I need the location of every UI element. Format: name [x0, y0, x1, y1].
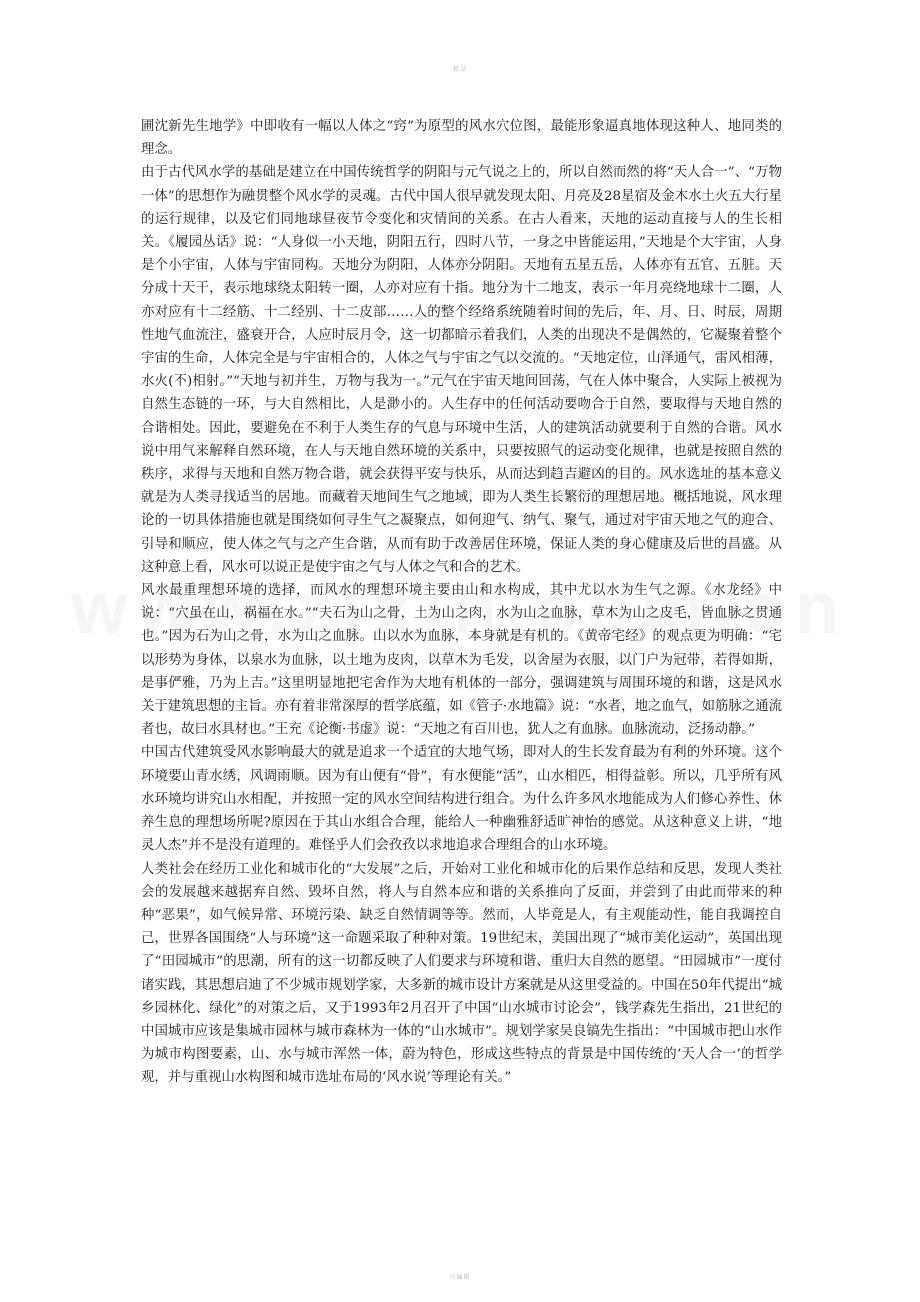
page-footer-mark: 可编辑 [449, 1274, 471, 1281]
paragraph-2: 由于古代风水学的基础是建立在中国传统哲学的阴阳与元气说之上的，所以自然而然的将“天人合一”、“万物一体”的思想作为融贯整个风水学的灵魂。古代中国人很早就发现太阳、月亮及28星宿及金木水土火五大行星的运行规律，以及它们同地球昼夜节令变化和灾情间的关系。在古人看来，天地的运动直接与人的生长相关。《履园丛话》说：“人身似一小天地，阴阳五行，四时八节，一身之中皆能运用，”天地是个大宇宙，人身是个小宇宙，人体与宇宙同构。天地分为阴阳，人体亦分阴阳。天地有五星五岳，人体亦有五官、五脏。天分成十天干，表示地球绕太阳转一圈，人亦对应有十指。地分为十二地支，表示一年月亮绕地球十二圈，人亦对应有十二经筋、十二经别、十二皮部……人的整个经络系统随着时间的先后，年、月、日、时辰，周期性地气血流注，盛衰开合，人应时辰月令，这一切都暗示着我们，人类的出现决不是偶然的，它凝聚着整个宇宙的生命，人体完全是与宇宙相合的，人体之气与宇宙之气以交流的。“天地定位，山泽通气，雷风相薄，水火(不)相射。”“天地与初并生，万物与我为一。”元气在宇宙天地间回荡，气在人体中聚合，人实际上被视为自然生态链的一环，与大自然相比，人是渺小的。人生存中的任何活动要吻合于自然，要取得与天地自然的合谐相处。因此，要避免在不利于人类生存的气息与环境中生活，人的建筑活动就要利于自然的合谐。风水说中用气来解释自然环境，在人与天地自然环境的关系中，只要按照气的运动变化规律，也就是按照自然的秩序，求得与天地和自然万物合谐，就会获得平安与快乐，从而达到趋吉避凶的目的。风水选址的基本意义就是为人类寻找适当的居地。而藏着天地间生气之地域，即为人类生长繁衍的理想居地。概括地说，风水理论的一切具体措施也就是围绕如何寻生气之凝聚点，如何迎气、纳气、聚气，通过对宇宙天地之气的迎合、引导和顺应，使人体之气与之产生合谐，从而有助于改善居住环境，保证人类的身心健康及后世的昌盛。从这种意上看，风水可以说正是使宇宙之气与人体之气和合的艺术。 [141, 165, 782, 575]
paragraph-5: 人类社会在经历工业化和城市化的“大发展”之后，开始对工业化和城市化的后果作总结和反思，发现人类社会的发展越来越据弃自然、毁坏自然，将人与自然本应和谐的关系推向了反面，并尝到了由此而带来的种种“恶果”，如气候异常、环境污染、缺乏自然情调等等。然而，人毕竟是人，有主观能动性，能自我调控自己，世界各国围绕“人与环境”这一命题采取了种种对策。19世纪末，美国出现了“城市美化运动”，英国出现了“田园城市”的思潮，所有的这一切都反映了人们要求与环境和谐、重归大自然的愿望。“田园城市”一度付诸实践，其思想启迪了不少城市规划学家，大多新的城市设计方案就是从这里受益的。中国在50年代提出“城乡园林化、绿化”的对策之后，又于1993年2月召开了中国“山水城市讨论会”，钱学森先生指出，21世纪的中国城市应该是集城市园林与城市森林为一体的“山水城市”。规划学家吴良镐先生指出：“中国城市把山水作为城市构图要素，山、水与城市浑然一体，蔚为特色，形成这些特点的背景是中国传统的‘天人合一’的哲学观，并与重视山水构图和城市选址布局的‘风水说’等理论有关。” [141, 861, 782, 1086]
body-text [141, 115, 782, 1090]
paragraph-1: 圃沈新先生地学》中即收有一幅以人体之“窍”为原型的风水穴位图，最能形象逼真地体现这种人、地同类的理念。 [141, 119, 782, 158]
page-header-mark: 精品 [452, 66, 467, 73]
paragraph-3: 风水最重理想环境的选择，而风水的理想环境主要由山和水构成，其中尤以水为生气之源。《水龙经》中说：“穴虽在山，祸福在水。”“夫石为山之骨，土为山之肉，水为山之血脉，草木为山之皮毛，皆血脉之贯通也。”因为石为山之骨，水为山之血脉。山以水为血脉，本身就是有机的。《黄帝宅经》的观点更为明确：“宅以形势为身体，以泉水为血脉，以土地为皮肉，以草木为毛发，以舍屋为衣服，以门户为冠带，若得如斯，是事俨雅，乃为上吉。”这里明显地把宅舍作为大地有机体的一部分，强调建筑与周围环境的和谐，这是风水关于建筑思想的主旨。亦有着非常深厚的哲学底蕴，如《管子·水地篇》说：“水者，地之血气，如筋脉之通流者也，故曰水具材也。”王充《论衡·书虚》说：“天地之有百川也，犹人之有血脉。血脉流动，泛扬动静。” [141, 583, 782, 738]
paragraph-4: 中国古代建筑受风水影响最大的就是追求一个适宜的大地气场，即对人的生长发育最为有利的外环境。这个环境要山青水绣，风调雨顺。因为有山便有“骨”，有水便能“活”，山水相匹，相得益彰。所以，几乎所有风水环境均讲究山水相配，并按照一定的风水空间结构进行组合。为什么许多风水地能成为人们修心养性、休养生息的理想场所呢?原因在于其山水组合合理，能给人一种幽雅舒适旷神怡的感觉。从这种意义上讲，“地灵人杰”并不是没有道理的。难怪乎人们会孜孜以求地追求合理组合的山水环境。 [141, 745, 782, 854]
